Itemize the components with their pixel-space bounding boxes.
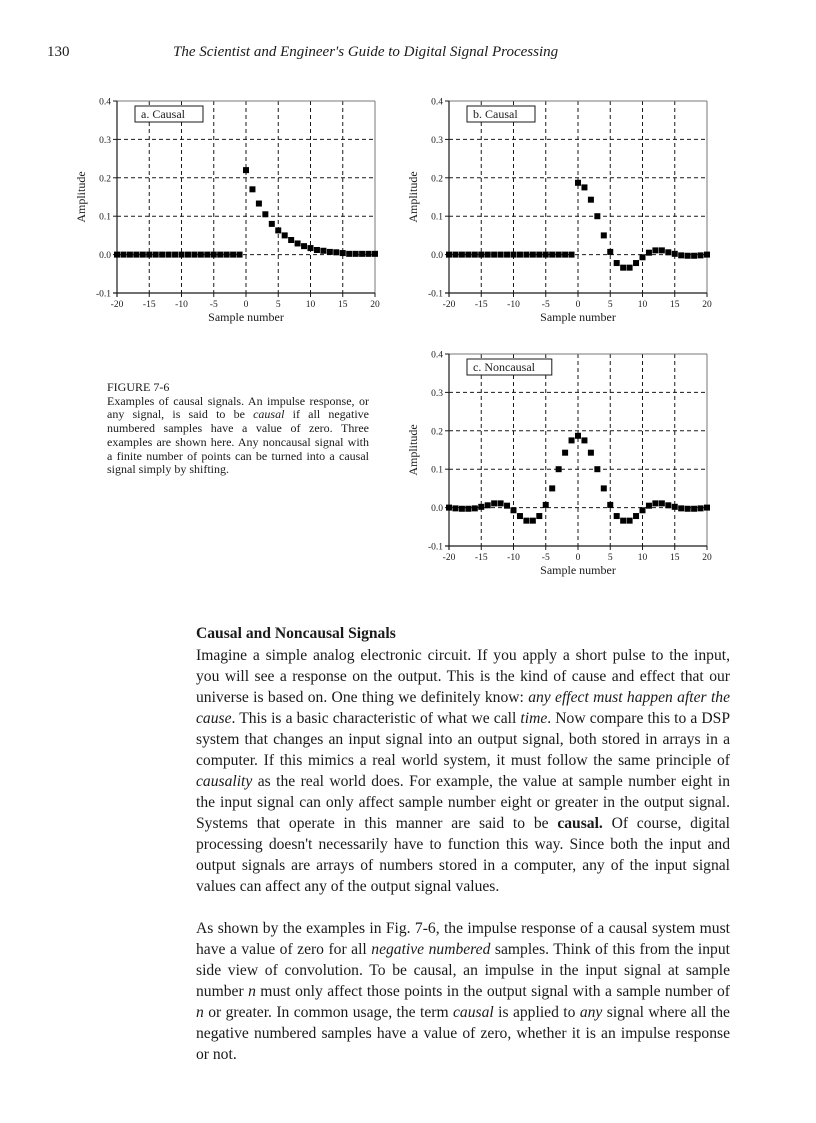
data-point [543,252,549,258]
data-point [269,221,275,227]
text-run: . Now compare this to a DSP system that changes an input signal into an output signal, both stored in arrays in a computer. If this mimics a real world system, it must follow the same principle of [196,710,730,769]
data-point [185,252,191,258]
data-point [665,502,671,508]
data-point [562,450,568,456]
data-point [172,252,178,258]
x-tick-label: -15 [142,300,156,310]
data-point [478,504,484,510]
x-tick-label: -5 [209,300,218,310]
data-point [372,251,378,257]
data-point [211,252,217,258]
data-point [665,249,671,255]
text-run: is applied to [493,1004,580,1021]
section-heading: Causal and Noncausal Signals [196,625,396,642]
data-point [659,247,665,253]
emphasis-text: negative numbered [371,941,491,958]
data-point [459,506,465,512]
page-number: 130 [47,44,70,60]
data-point [549,485,555,491]
data-point [685,253,691,259]
x-tick-label: -15 [474,553,488,563]
grid [449,354,707,546]
x-tick-label: -20 [442,553,456,563]
data-point [517,513,523,519]
chart-title: a. Causal [141,107,185,121]
data-point [633,260,639,266]
text-run: must only affect those points in the output signal with a sample number of [255,983,730,1000]
data-point [536,513,542,519]
x-tick-label: 10 [305,300,316,310]
data-point [646,503,652,509]
x-tick-label: 10 [637,553,648,563]
x-tick-label: 5 [607,553,613,563]
y-axis-label: Amplitude [406,171,420,223]
data-point [685,506,691,512]
data-point [314,247,320,253]
emphasis-text: causal [453,1004,494,1021]
data-point [523,252,529,258]
x-tick-label: -20 [110,300,124,310]
data-point [698,252,704,258]
data-point [153,252,159,258]
data-point [704,252,710,258]
data-point [640,254,646,260]
data-point [517,252,523,258]
x-tick-label: -10 [507,300,520,310]
chart-title: c. Noncausal [473,360,535,374]
data-point [620,265,626,271]
data-point [504,252,510,258]
y-tick-label: 0.2 [99,174,111,185]
data-point [275,227,281,233]
data-point [140,252,146,258]
data-point [601,232,607,238]
data-point [523,518,529,524]
y-axis-label: Amplitude [74,171,88,223]
emphasis-text: any effect must happen after the cause [196,689,730,727]
data-point [320,248,326,254]
text-run: as the real world does. For example, the value at sample number eight in the input signal can only affect sample number eight or greater in the output signal. Systems that operate in this manner are said to be [196,773,730,832]
data-point [491,252,497,258]
y-tick-label: 0.2 [431,427,443,438]
data-point [588,197,594,203]
data-point [652,247,658,253]
data-point [204,252,210,258]
emphasis-text: n [248,983,256,1000]
x-tick-label: 0 [243,300,249,310]
x-tick-label: 20 [702,300,712,310]
y-tick-label: -0.1 [95,289,111,300]
data-point [620,518,626,524]
data-point [704,505,710,511]
x-tick-label: -10 [507,553,520,563]
data-point [133,252,139,258]
data-point [308,245,314,251]
y-tick-label: 0.3 [431,388,443,399]
data-point [237,252,243,258]
data-point [594,466,600,472]
data-point [511,507,517,513]
grid [117,101,375,293]
data-point [640,507,646,513]
data-point [588,450,594,456]
data-point [607,502,613,508]
x-tick-label: 15 [670,553,680,563]
emphasis-text: causal [253,407,285,422]
chart-c-noncausal [392,343,722,583]
y-tick-label: 0.4 [431,97,443,108]
data-point [224,252,230,258]
data-point [678,252,684,258]
data-point [504,503,510,509]
data-point [366,251,372,257]
y-tick-label: -0.1 [427,289,443,300]
chart-a-svg [60,90,390,330]
data-point [472,505,478,511]
bold-text: causal. [557,815,603,832]
data-point [672,251,678,257]
data-point [230,252,236,258]
text-run: if all negative numbered samples have a value of zero. Three examples are shown here. Any noncausal signal with a finite number of points can be turned into a causal signal simply by shifting. [107,407,369,477]
data-point [333,249,339,255]
data-point [646,250,652,256]
y-tick-label: 0.1 [99,212,111,223]
data-point [581,437,587,443]
data-point [530,252,536,258]
data-point [166,252,172,258]
x-tick-label: -5 [541,553,550,563]
data-point [607,249,613,255]
grid [449,101,707,293]
data-point [485,252,491,258]
text-run: . This is a basic characteristic of what we call [231,710,521,727]
y-tick-label: 0.3 [431,135,443,146]
data-point [478,252,484,258]
y-tick-label: 0.3 [99,135,111,146]
y-tick-label: -0.1 [427,542,443,553]
data-point [353,251,359,257]
y-tick-label: 0.4 [431,350,443,361]
data-point [543,502,549,508]
data-point [691,506,697,512]
figure-caption-text [107,394,369,477]
data-point [556,252,562,258]
data-point [465,506,471,512]
data-point [346,251,352,257]
chart-title: b. Causal [473,107,518,121]
data-point [581,184,587,190]
data-point [243,167,249,173]
chart-a-causal [60,90,390,330]
data-point [569,437,575,443]
y-tick-label: 0.0 [431,504,443,515]
text-run: samples. Think of this from the input side view of convolution. To be causal, an impulse in the input signal at sample number [196,941,730,1000]
y-axis-label: Amplitude [406,424,420,476]
x-tick-label: 15 [670,300,680,310]
data-point [601,485,607,491]
x-axis-label: Sample number [208,310,284,324]
data-point [569,252,575,258]
x-tick-label: 0 [575,553,581,563]
data-point [594,213,600,219]
text-run: As shown by the examples in Fig. 7-6, the impulse response of a causal system must have a value of zero for all [196,920,730,958]
figure-label: FIGURE 7-6 [107,380,170,394]
emphasis-text: time [520,710,548,727]
data-point [491,500,497,506]
data-point [295,240,301,246]
chart-b-svg [392,90,722,330]
data-point [446,252,452,258]
data-point [472,252,478,258]
x-tick-label: -15 [474,300,488,310]
data-point [127,252,133,258]
data-point [633,513,639,519]
data-point [256,201,262,207]
data-point [549,252,555,258]
text-run: signal where all the negative numbered samples have a value of zero, whether it is an impulse response or not. [196,1004,730,1063]
paragraph-1 [196,645,730,897]
data-point [217,252,223,258]
text-run: Of course, digital processing doesn't necessarily have to function this way. Since both the input and output signals are arrays of numbers stored in a computer, any of the input signal values can affect any of the output signal values. [196,815,730,895]
figure-caption [107,381,369,477]
data-point [114,252,120,258]
emphasis-text: any [579,1004,603,1021]
data-point [282,232,288,238]
data-point [659,500,665,506]
x-tick-label: 15 [338,300,348,310]
data-point [511,252,517,258]
y-tick-label: 0.4 [99,97,111,108]
y-tick-label: 0.0 [99,251,111,262]
data-point [159,252,165,258]
data-point [678,505,684,511]
data-point [340,250,346,256]
data-point [359,251,365,257]
data-point [614,260,620,266]
x-tick-label: 5 [275,300,281,310]
text-run: Imagine a simple analog electronic circuit. If you apply a short pulse to the input, you will see a response on the output. This is the kind of cause and effect that our universe is based on. One thing we definitely know: [196,647,730,706]
data-point [498,252,504,258]
data-point [262,211,268,217]
data-point [198,252,204,258]
data-point [691,253,697,259]
data-point [146,252,152,258]
data-point [288,237,294,243]
data-point [627,265,633,271]
x-axis-label: Sample number [540,563,616,577]
data-point [465,252,471,258]
data-point [452,252,458,258]
data-point [452,505,458,511]
data-point [485,502,491,508]
data-point [556,466,562,472]
x-tick-label: 20 [370,300,380,310]
text-run: Examples of causal signals. An impulse response, or any signal, is said to be [107,393,369,422]
data-point [446,505,452,511]
emphasis-text: causality [196,773,253,790]
y-tick-label: 0.1 [431,212,443,223]
data-point [627,518,633,524]
data-point [562,252,568,258]
data-point [459,252,465,258]
data-point [191,252,197,258]
emphasis-text: n [196,1004,204,1021]
data-point [120,252,126,258]
y-tick-label: 0.2 [431,174,443,185]
x-tick-label: 20 [702,553,712,563]
chart-b-causal [392,90,722,330]
data-point [614,513,620,519]
data-point [575,180,581,186]
x-tick-label: 10 [637,300,648,310]
data-point [498,500,504,506]
data-point [327,249,333,255]
x-tick-label: -10 [175,300,188,310]
data-point [301,243,307,249]
x-tick-label: 0 [575,300,581,310]
data-point [698,505,704,511]
y-tick-label: 0.1 [431,465,443,476]
data-point [672,504,678,510]
chart-c-svg [392,343,722,583]
data-point [575,433,581,439]
data-point [179,252,185,258]
x-axis-label: Sample number [540,310,616,324]
x-tick-label: -5 [541,300,550,310]
data-point [652,500,658,506]
paragraph-2 [196,918,730,1065]
y-tick-label: 0.0 [431,251,443,262]
text-run: or greater. In common usage, the term [203,1004,454,1021]
running-title: The Scientist and Engineer's Guide to Digital Signal Processing [173,44,559,60]
x-tick-label: 5 [607,300,613,310]
data-point [536,252,542,258]
data-point [249,186,255,192]
x-tick-label: -20 [442,300,456,310]
data-point [530,518,536,524]
